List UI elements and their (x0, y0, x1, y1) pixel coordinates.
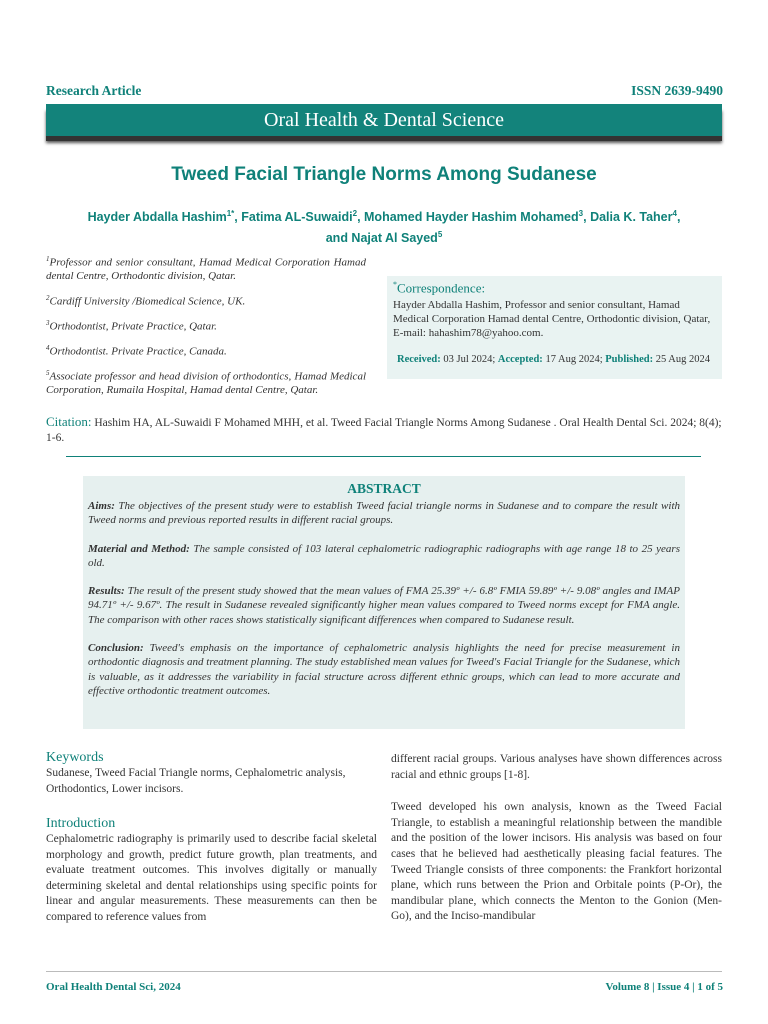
keywords-section (46, 750, 377, 797)
affiliation-text: Associate professor and head division of orthodontics, Hamad Medical Corporation, Rumaila Hospital, Hamad dental Centre, Qatar. (46, 370, 366, 397)
affiliation-marker: 1 (46, 255, 50, 263)
affiliation-marker: 2 (46, 293, 50, 302)
affiliation-text: Orthodontist. Private Practice, Canada. (49, 345, 227, 358)
affiliation-item (46, 292, 366, 309)
footer-journal-abbrev: Oral Health Dental Sci, 2024 (46, 981, 181, 993)
correspondence-box (387, 276, 722, 379)
keywords-heading: Keywords (46, 750, 104, 765)
correspondence-marker: * (393, 280, 397, 289)
affiliation-item (46, 342, 366, 359)
affiliation-list (46, 253, 366, 406)
abstract-method (88, 542, 680, 571)
accepted-date: 17 Aug 2024; (542, 354, 606, 366)
abstract-title: ABSTRACT (347, 481, 421, 496)
article-type-label: Research Article (46, 83, 142, 98)
abstract-paragraph-text: The result of the present study showed that the mean values of FMA 25.39º +/- 6.8º FMIA 59.89º +/- 9.08º angles and IMAP 94.71º +/- 9.67º. The result in Sudanese revealed significantly higher mean values compared to Tweed norms except for FMA angle. The comparison with other races shows statistically significant differences when compared to Sudanese result. (88, 585, 680, 626)
affiliation-marker: 5 (46, 369, 50, 378)
abstract-aims (88, 499, 680, 528)
author-affiliation-marker: 5 (437, 230, 443, 240)
correspondence-text: Hayder Abdalla Hashim, Professor and senior consultant, Hamad Medical Corporation Hamad dental Centre, Orthodontic division, Qatar, E-mail: hahashim78@yahoo.com. (393, 299, 711, 340)
accepted-label: Accepted: (497, 354, 543, 366)
published-label: Published: (605, 354, 654, 366)
affiliation-item (46, 253, 366, 284)
footer-divider (46, 971, 722, 972)
journal-name-banner: Oral Health & Dental Science (46, 104, 722, 136)
author-name: Hayder Abdalla Hashim (87, 210, 227, 225)
article-dates (393, 354, 716, 365)
right-column (391, 752, 722, 925)
introduction-section (46, 816, 377, 926)
abstract-paragraph-text: The sample consisted of 103 lateral cephalometric radiographic radiographs with age range 18 to 25 years old. (88, 542, 680, 569)
citation (46, 414, 722, 446)
author-separator: , (234, 210, 242, 225)
abstract-paragraph-text: The objectives of the present study were to establish Tweed facial triangle norms in Sudanese and to compare the result with Tweed norms and previous reported results in different racial groups. (88, 500, 680, 527)
affiliation-text: Orthodontist, Private Practice, Qatar. (49, 320, 217, 333)
introduction-heading: Introduction (46, 816, 116, 831)
received-label: Received: (397, 354, 441, 366)
paper-title: Tweed Facial Triangle Norms Among Sudanese (171, 164, 597, 185)
abstract-paragraph-text: Tweed's emphasis on the importance of cephalometric analysis highlights the need for precise measurement in orthodontic diagnosis and treatment planning. The study established mean values for Tweed's Facial Triangle for the Sudanese, which is valuable, as it addresses the variability in facial structure across different ethnic groups, which can lead to more accurate and effective orthodontic treatment outcomes. (88, 642, 680, 697)
keywords-text: Sudanese, Tweed Facial Triangle norms, Cephalometric analysis, Orthodontics, Lower incisors. (46, 767, 346, 795)
affiliation-marker: 3 (46, 318, 50, 327)
issn-label: ISSN 2639-9490 (631, 83, 723, 98)
citation-label: Citation: (46, 414, 92, 429)
author-name: Fatima AL-Suwaidi (241, 210, 353, 225)
abstract-paragraph-label: Results: (88, 585, 125, 598)
author-separator: , (357, 210, 365, 225)
abstract-paragraph-label: Aims: (88, 500, 115, 512)
affiliation-marker: 4 (46, 343, 50, 352)
citation-text: Hashim HA, AL-Suwaidi F Mohamed MHH, et al. Tweed Facial Triangle Norms Among Sudanese . Oral Health Dental Sci. 2024; 8(4); 1-6. (46, 417, 722, 444)
received-date: 03 Jul 2024; (440, 354, 498, 366)
affiliation-item (46, 317, 366, 334)
affiliation-text: Cardiff University /Biomedical Science, UK. (49, 295, 246, 308)
abstract-paragraph-label: Material and Method: (88, 542, 190, 555)
abstract-results (88, 584, 680, 627)
author-name: Dalia K. Taher (590, 210, 673, 225)
author-affiliation-marker: 1* (226, 209, 235, 218)
published-date: 25 Aug 2024 (653, 354, 710, 366)
introduction-paragraph-continued: different racial groups. Various analyses have shown differences across racial and ethnic groups [1-8]. (391, 753, 722, 781)
correspondence-heading-text: Correspondence: (397, 280, 486, 296)
abstract-paragraph-label: Conclusion: (88, 642, 144, 655)
author-separator: , (676, 210, 681, 225)
footer-volume-info: Volume 8 | Issue 4 | 1 of 5 (605, 981, 723, 993)
section-divider (66, 456, 701, 457)
abstract-conclusion (88, 641, 680, 698)
introduction-paragraph: Tweed developed his own analysis, known as the Tweed Facial Triangle, to establish a meaningful relationship between the mandible and the position of the lower incisors. His analysis was based on four cases that he believed had aesthetically pleasing facial features. The Tweed Triangle consists of three components: the Frankfort horizontal plane, which runs between the Prion and Orbitale points (P-Or), the mandibular plane, which connects the Menton to the Gonion (Men-Go), and the Inciso-mandibular (391, 801, 722, 923)
affiliation-item (46, 367, 366, 398)
author-affiliation-marker: 3 (578, 209, 584, 218)
abstract-box (83, 476, 685, 729)
introduction-paragraph: Cephalometric radiography is primarily used to describe facial skeletal morphology and growth, predict future growth, plan treatments, and evaluate treatment outcomes. This involves digitally or manually determining skeletal and dental relationships using specific points for linear and angular measurements. These measurements can then be compared to reference values from (46, 833, 377, 923)
author-name: and Najat Al Sayed (325, 231, 438, 246)
affiliation-text: Professor and senior consultant, Hamad Medical Corporation Hamad dental Centre, Orthodontic division, Qatar. (46, 256, 366, 283)
author-separator: , (583, 210, 591, 225)
correspondence-heading (393, 280, 716, 296)
author-name: Mohamed Hayder Hashim Mohamed (364, 210, 579, 225)
author-affiliation-marker: 4 (672, 209, 677, 218)
author-affiliation-marker: 2 (352, 209, 358, 218)
author-list (46, 205, 722, 247)
